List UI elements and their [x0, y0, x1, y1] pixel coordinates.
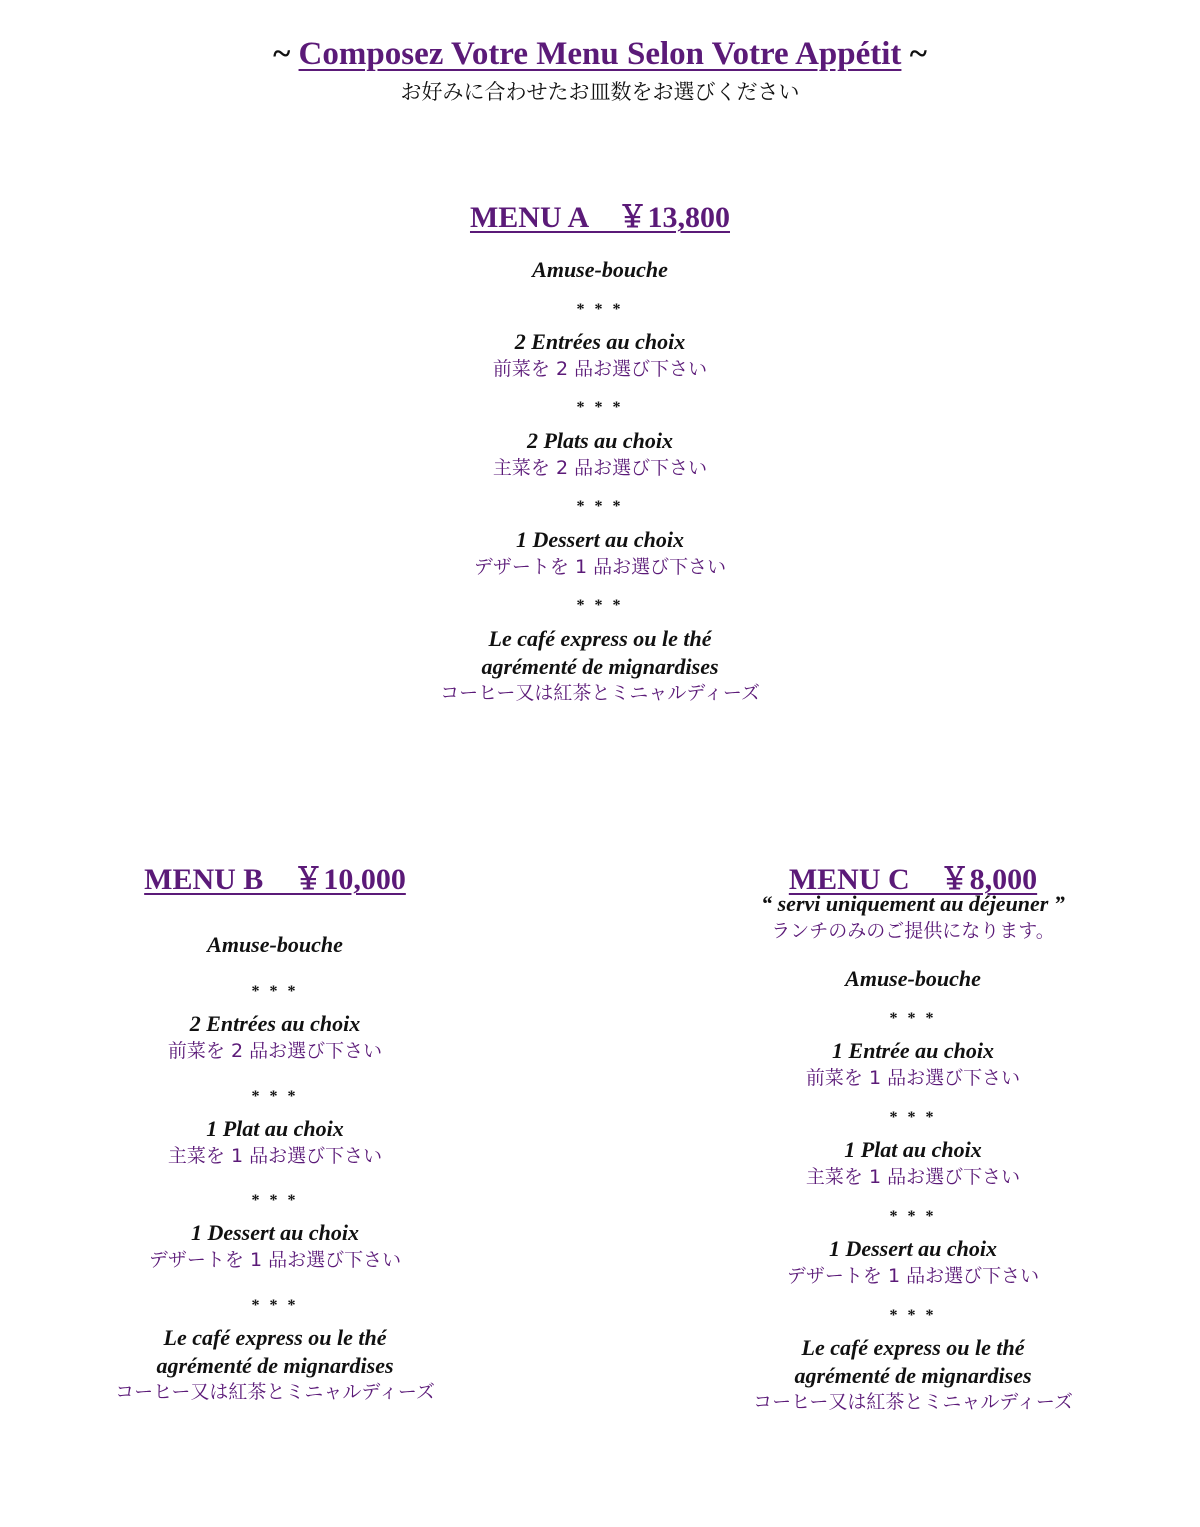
- menu-a-dessert-fr: 1 Dessert au choix: [515, 527, 685, 552]
- separator: * * *: [576, 498, 624, 515]
- menu-c-plats-fr: 1 Plat au choix: [844, 1137, 982, 1162]
- separator: * * *: [251, 1088, 299, 1105]
- separator: * * *: [889, 1307, 937, 1324]
- menu-b-amuse: Amuse-bouche: [207, 932, 343, 957]
- title-tilde-right: ~: [909, 36, 927, 72]
- separator: * * *: [251, 1297, 299, 1314]
- menu-c-plats-jp: 主菜を 1 品お選び下さい: [805, 1166, 1021, 1188]
- separator: * * *: [576, 301, 624, 318]
- page-subtitle: お好みに合わせたお皿数をお選びください: [400, 80, 800, 104]
- menu-b-dessert-fr: 1 Dessert au choix: [190, 1220, 360, 1245]
- menu-c-amuse: Amuse-bouche: [845, 966, 981, 991]
- menu-c-entrees-jp: 前菜を 1 品お選び下さい: [805, 1067, 1021, 1089]
- menu-c-cafe-fr-2: agrémenté de mignardises: [794, 1363, 1032, 1388]
- menu-b-dessert-jp: デザートを 1 品お選び下さい: [148, 1249, 402, 1271]
- menu-a-cafe-fr-1: Le café express ou le thé: [488, 626, 712, 651]
- menu-a-cafe-fr-2: agrémenté de mignardises: [481, 654, 719, 679]
- menu-a-plats-fr: 2 Plats au choix: [526, 428, 674, 453]
- menu-a-dessert-jp: デザートを 1 品お選び下さい: [473, 556, 727, 578]
- menu-a-plats-jp: 主菜を 2 品お選び下さい: [492, 457, 708, 479]
- menu-c-cafe-fr-1: Le café express ou le thé: [801, 1335, 1025, 1360]
- separator: * * *: [889, 1109, 937, 1126]
- menu-b-entrees-fr: 2 Entrées au choix: [189, 1011, 361, 1036]
- menu-c-dessert-jp: デザートを 1 品お選び下さい: [786, 1265, 1040, 1287]
- separator: * * *: [889, 1208, 937, 1225]
- title-text: Composez Votre Menu Selon Votre Appétit: [298, 36, 902, 72]
- separator: * * *: [576, 399, 624, 416]
- menu-c-dessert-fr: 1 Dessert au choix: [828, 1236, 998, 1261]
- menu-a-entrees-fr: 2 Entrées au choix: [514, 329, 686, 354]
- menu-b-cafe-jp: コーヒー又は紅茶とミニャルディーズ: [115, 1381, 435, 1403]
- menu-c-title: MENU C ￥8,000: [788, 863, 1038, 896]
- separator: * * *: [889, 1010, 937, 1027]
- menu-b-plats-jp: 主菜を 1 品お選び下さい: [167, 1145, 383, 1167]
- page-title: [0, 36, 1200, 73]
- separator: * * *: [576, 597, 624, 614]
- menu-b-entrees-jp: 前菜を 2 品お選び下さい: [167, 1040, 383, 1062]
- menu-b-cafe-fr-1: Le café express ou le thé: [163, 1325, 387, 1350]
- menu-c-note-fr: “ servi uniquement au déjeuner ”: [761, 891, 1065, 916]
- menu-c-entrees-fr: 1 Entrée au choix: [832, 1038, 994, 1063]
- menu-b-plats-fr: 1 Plat au choix: [206, 1116, 344, 1141]
- menu-c-cafe-jp: コーヒー又は紅茶とミニャルディーズ: [753, 1391, 1073, 1413]
- menu-c-note-jp: ランチのみのご提供になります。: [771, 920, 1055, 942]
- menu-b-cafe-fr-2: agrémenté de mignardises: [156, 1353, 394, 1378]
- menu-a-entrees-jp: 前菜を 2 品お選び下さい: [492, 358, 708, 380]
- menu-b-title: MENU B ￥10,000: [144, 863, 406, 896]
- separator: * * *: [251, 983, 299, 1000]
- menu-a-amuse: Amuse-bouche: [532, 257, 668, 282]
- title-tilde-left: ~: [273, 36, 291, 72]
- menu-a-title: MENU A ￥13,800: [469, 201, 730, 234]
- separator: * * *: [251, 1192, 299, 1209]
- menu-a-cafe-jp: コーヒー又は紅茶とミニャルディーズ: [440, 682, 760, 704]
